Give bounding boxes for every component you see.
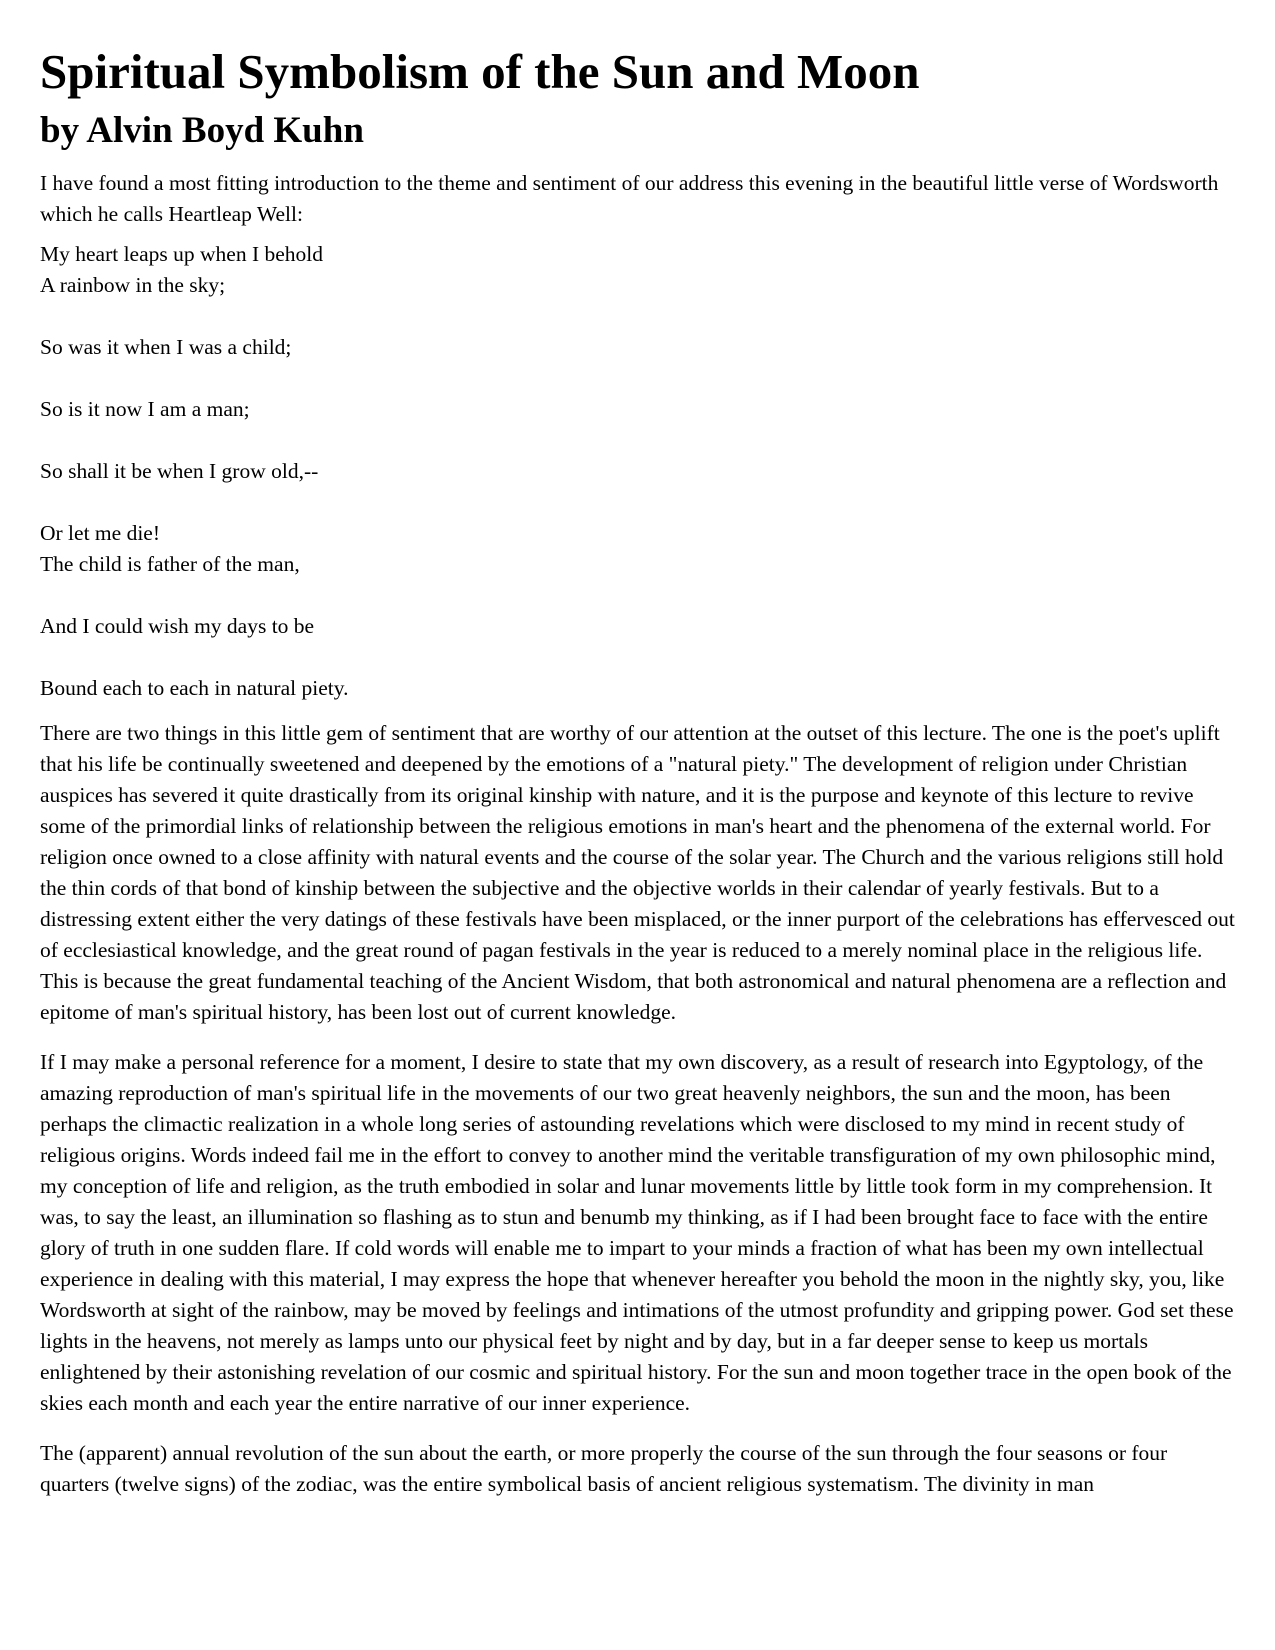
body-paragraph-1: There are two things in this little gem of sentiment that are worthy of our attention at the outset of this lecture. The one is the poet's uplift that his life be continually sweetened and deepened by the emotions of a "natural piety." The development of religion under Christian auspices has severed it quite drastically from its original kinship with nature, and it is the purpose and keynote of this lecture to revive some of the primordial links of relationship between the religious emotions in man's heart and the phenomena of the external world. For religion once owned to a close affinity with natural events and the course of the solar year. The Church and the various religions still hold the thin cords of that bond of kinship between the subjective and the objective worlds in their calendar of yearly festivals. But to a distressing extent either the very datings of these festivals have been misplaced, or the inner purport of the celebrations has effervesced out of ecclesiastical knowledge, and the great round of pagan festivals in the year is reduced to a merely nominal place in the religious life. This is because the great fundamental teaching of the Ancient Wisdom, that both astronomical and natural phenomena are a reflection and epitome of man's spiritual history, has been lost out of current knowledge. [40, 721, 1235, 1024]
page-title: Spiritual Symbolism of the Sun and Moon [40, 44, 920, 99]
poem-line: Bound each to each in natural piety. [40, 676, 349, 700]
author-byline: by Alvin Boyd Kuhn [40, 110, 364, 151]
poem-line: So shall it be when I grow old,-- [40, 459, 319, 483]
poem-block [40, 239, 1235, 704]
poem-line: And I could wish my days to be [40, 614, 315, 638]
intro-paragraph: I have found a most fitting introduction to the theme and sentiment of our address this evening in the beautiful little verse of Wordsworth which he calls Heartleap Well: [40, 171, 1219, 226]
poem-line: The child is father of the man, [40, 552, 300, 576]
poem-line: My heart leaps up when I behold [40, 242, 324, 266]
poem-line: A rainbow in the sky; [40, 273, 226, 297]
poem-line: So was it when I was a child; [40, 335, 292, 359]
body-paragraph-2: If I may make a personal reference for a moment, I desire to state that my own discovery, as a result of research into Egyptology, of the amazing reproduction of man's spiritual life in the movements of our two great heavenly neighbors, the sun and the moon, has been perhaps the climactic realization in a whole long series of astounding revelations which were disclosed to my mind in recent study of religious origins. Words indeed fail me in the effort to convey to another mind the veritable transfiguration of my own philosophic mind, my conception of life and religion, as the truth embodied in solar and lunar movements little by little took form in my comprehension. It was, to say the least, an illumination so flashing as to stun and benumb my thinking, as if I had been brought face to face with the entire glory of truth in one sudden flare. If cold words will enable me to impart to your minds a fraction of what has been my own intellectual experience in dealing with this material, I may express the hope that whenever hereafter you behold the moon in the nightly sky, you, like Wordsworth at sight of the rainbow, may be moved by feelings and intimations of the utmost profundity and gripping power. God set these lights in the heavens, not merely as lamps unto our physical feet by night and by day, but in a far deeper sense to keep us mortals enlightened by their astonishing revelation of our cosmic and spiritual history. For the sun and moon together trace in the open book of the skies each month and each year the entire narrative of our inner experience. [40, 1050, 1234, 1415]
poem-line: So is it now I am a man; [40, 397, 250, 421]
poem-line: Or let me die! [40, 521, 160, 545]
body-paragraph-3: The (apparent) annual revolution of the sun about the earth, or more properly the course of the sun through the four seasons or four quarters (twelve signs) of the zodiac, was the entire symbolical basis of ancient religious systematism. The divinity in man [40, 1441, 1168, 1496]
